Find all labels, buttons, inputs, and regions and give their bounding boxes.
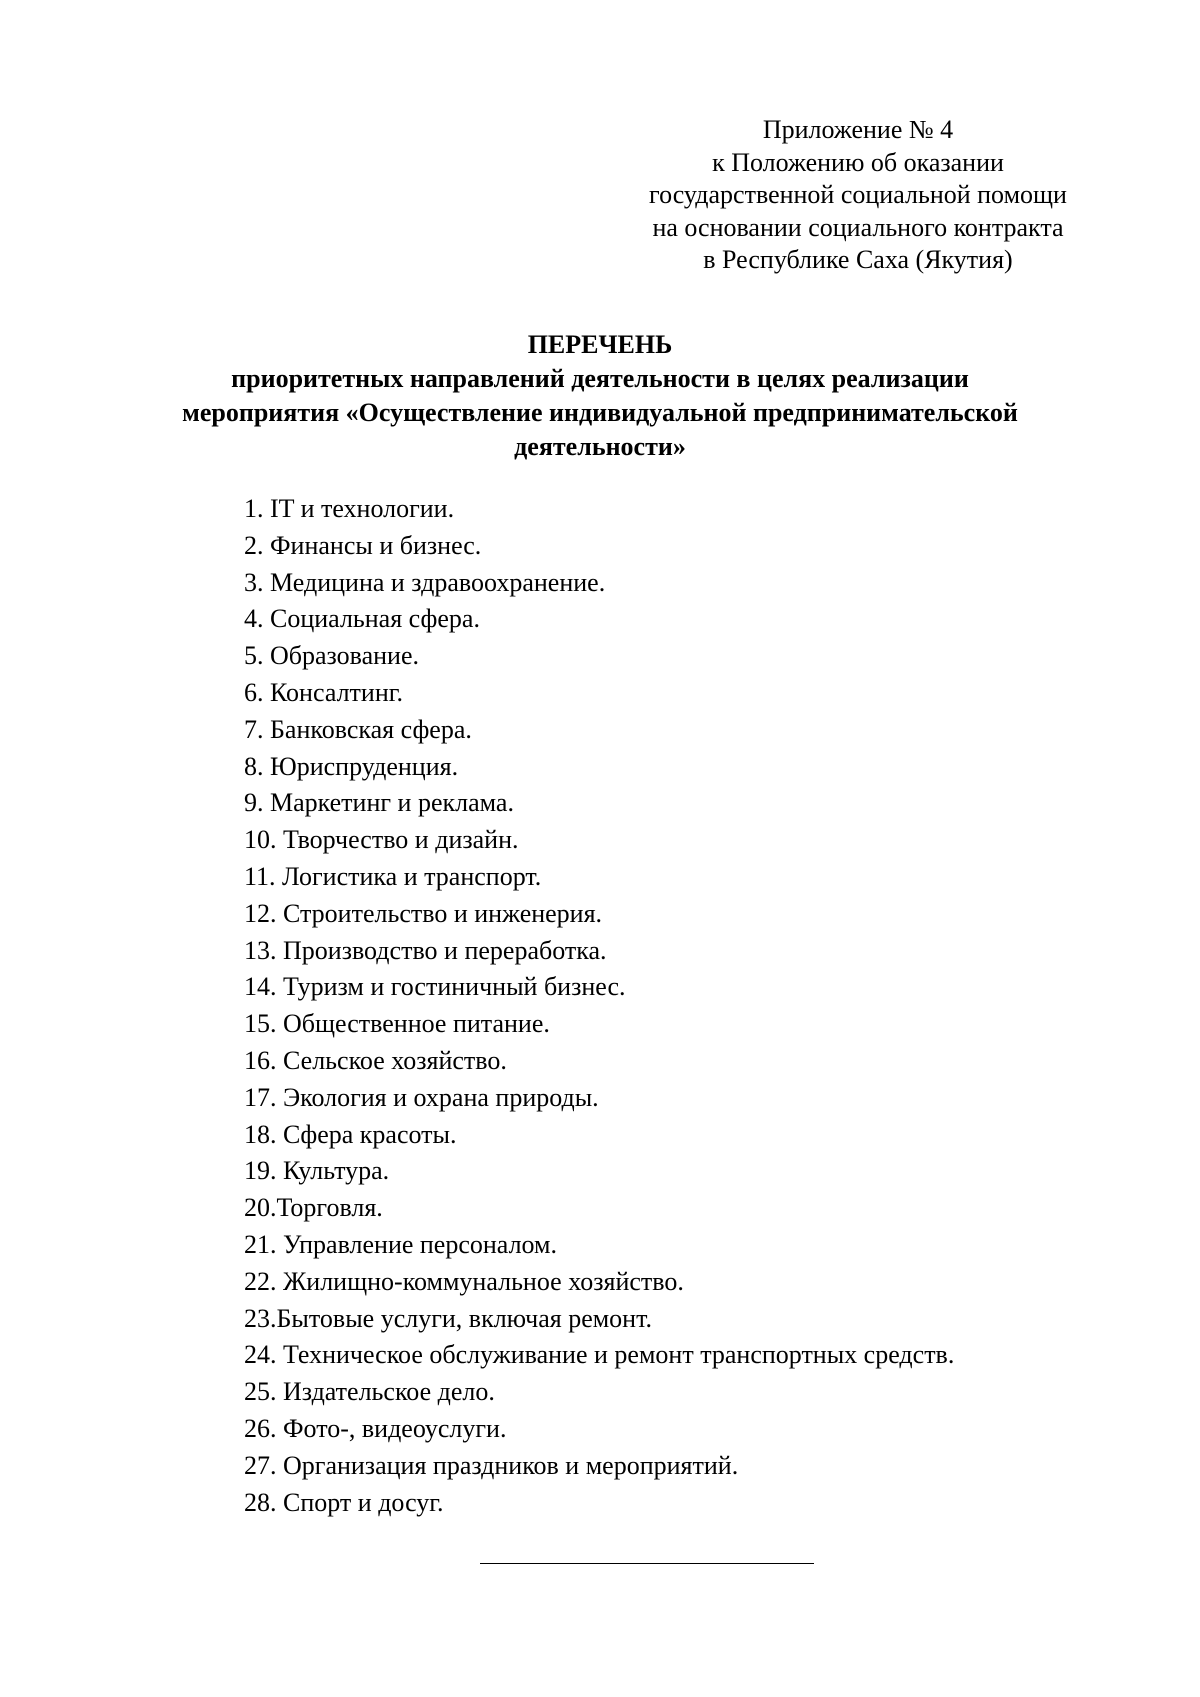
list-item: 7. Банковская сфера. <box>244 714 472 744</box>
list-item: 16. Сельское хозяйство. <box>244 1045 507 1075</box>
list-item: 17. Экология и охрана природы. <box>244 1082 599 1112</box>
list-item: 23.Бытовые услуги, включая ремонт. <box>244 1303 653 1333</box>
appendix-line: к Положению об оказании <box>712 147 1004 177</box>
list-item: 5. Образование. <box>244 641 420 671</box>
appendix-line: в Республике Саха (Якутия) <box>703 245 1013 274</box>
list-item: 12. Строительство и инженерия. <box>244 898 603 928</box>
priority-directions-list <box>244 491 954 1521</box>
list-item: 28. Спорт и досуг. <box>244 1487 444 1517</box>
list-item: 11. Логистика и транспорт. <box>244 861 542 891</box>
list-item: 22. Жилищно-коммунальное хозяйство. <box>244 1266 684 1296</box>
list-item: 2. Финансы и бизнес. <box>244 530 482 560</box>
appendix-line: на основании социального контракта <box>652 212 1064 242</box>
list-item: 25. Издательское дело. <box>244 1377 495 1407</box>
list-item: 15. Общественное питание. <box>244 1009 550 1039</box>
list-item: 24. Техническое обслуживание и ремонт транспортных средств. <box>244 1340 955 1370</box>
heading-subtitle-line: деятельности» <box>514 432 686 461</box>
list-item: 18. Сфера красоты. <box>244 1119 457 1149</box>
list-item: 4. Социальная сфера. <box>244 604 480 634</box>
heading-title: ПЕРЕЧЕНЬ <box>527 330 673 359</box>
list-item: 13. Производство и переработка. <box>244 935 607 965</box>
list-item: 8. Юриспруденция. <box>244 751 459 781</box>
appendix-line: Приложение № 4 <box>762 115 954 144</box>
appendix-line: государственной социальной помощи <box>649 180 1067 209</box>
list-item: 14. Туризм и гостиничный бизнес. <box>244 972 626 1002</box>
list-item: 27. Организация праздников и мероприятий. <box>244 1450 739 1480</box>
list-item: 9. Маркетинг и реклама. <box>244 788 514 818</box>
appendix-reference <box>598 114 1118 277</box>
list-item: 10. Творчество и дизайн. <box>244 825 519 855</box>
closing-divider-line <box>480 1563 814 1564</box>
list-item: 20.Торговля. <box>244 1193 383 1223</box>
list-item: 6. Консалтинг. <box>244 677 403 707</box>
document-heading <box>150 328 1050 464</box>
list-item: 26. Фото-, видеоуслуги. <box>244 1413 507 1443</box>
heading-subtitle-line: приоритетных направлений деятельности в целях реализации <box>231 364 969 393</box>
list-item: 1. IT и технологии. <box>244 494 455 523</box>
list-item: 19. Культура. <box>244 1156 390 1186</box>
list-item: 21. Управление персоналом. <box>244 1229 558 1259</box>
list-item: 3. Медицина и здравоохранение. <box>244 567 606 597</box>
heading-subtitle-line: мероприятия «Осуществление индивидуальной предпринимательской <box>182 398 1018 427</box>
